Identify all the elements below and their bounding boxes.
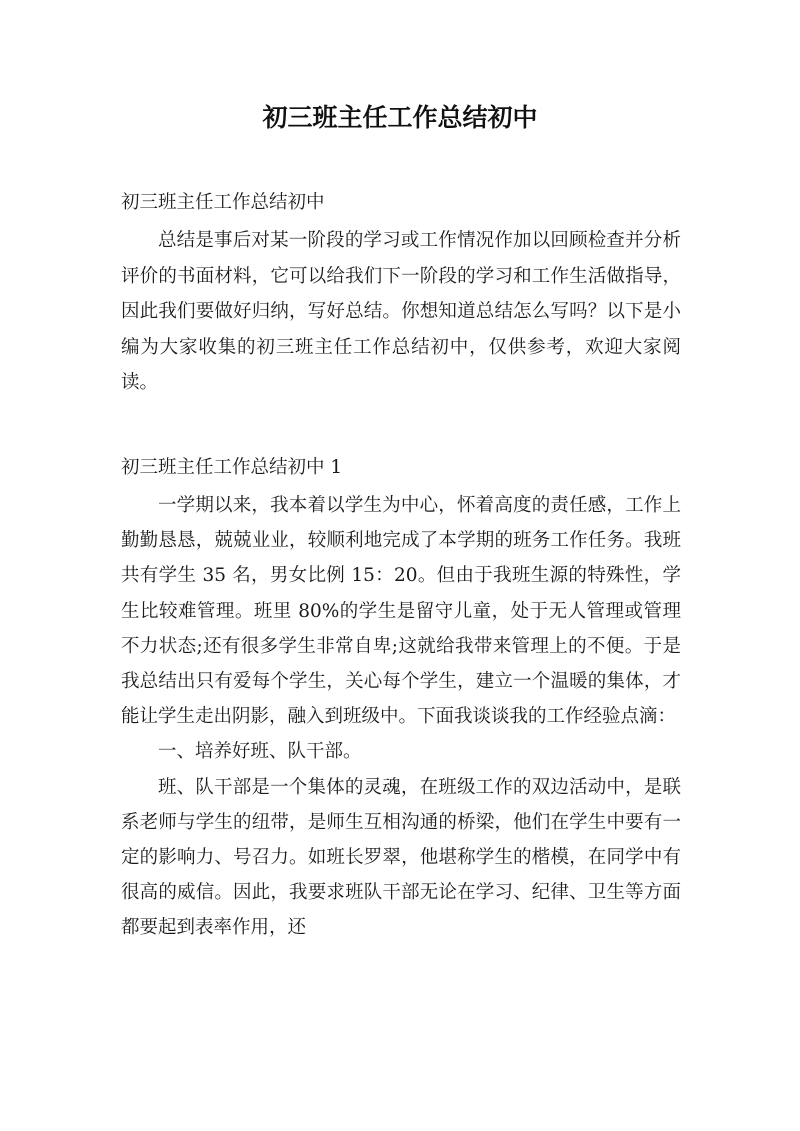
- document-title: 初三班主任工作总结初中: [262, 103, 538, 132]
- intro-paragraph: 总结是事后对某一阶段的学习或工作情况作加以回顾检查并分析评价的书面材料，它可以给我们下一阶段的学习和工作生活做指导，因此我们要做好归纳，写好总结。你想知道总结怎么写吗？以下是小编为大家收集的初三班主任工作总结初中，仅供参考，欢迎大家阅读。: [121, 230, 681, 393]
- section-1-heading: 初三班主任工作总结初中 1: [121, 457, 343, 478]
- intro-section: [121, 183, 681, 401]
- intro-heading: 初三班主任工作总结初中: [121, 192, 325, 213]
- summary-section-1: [121, 448, 681, 946]
- section-1-paragraph-1: 一学期以来，我本着以学生为中心，怀着高度的责任感，工作上勤勤恳恳，兢兢业业，较顺利地完成了本学期的班务工作任务。我班共有学生 35 名，男女比例 15：20。但由于我班生源的特殊性，学生比较难管理。班里 80%的学生是留守儿童，处于无人管理或管理不力状态;还有很多学生非常自卑;这就给我带来管理上的不便。于是我总结出只有爱每个学生，关心每个学生，建立一个温暖的集体，才能让学生走出阴影，融入到班级中。下面我谈谈我的工作经验点滴：: [121, 495, 681, 728]
- section-1-subheading: 一、培养好班、队干部。: [158, 741, 362, 763]
- section-1-paragraph-2: 班、队干部是一个集体的灵魂，在班级工作的双边活动中，是联系老师与学生的纽带，是师生互相沟通的桥梁，他们在学生中要有一定的影响力、号召力。如班长罗翠，他堪称学生的楷模，在同学中有很高的威信。因此，我要求班队干部无论在学习、纪律、卫生等方面都要起到表率作用，还: [121, 776, 681, 939]
